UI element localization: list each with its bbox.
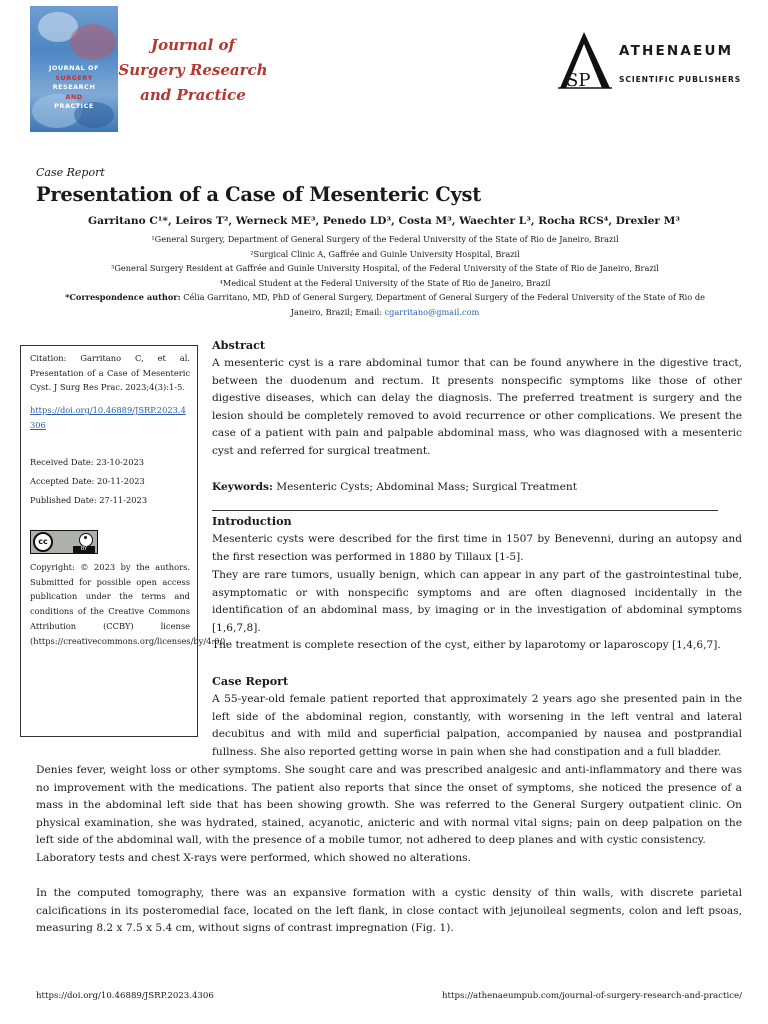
keywords [212,479,742,497]
publisher-subtitle: SCIENTIFIC PUBLISHERS [619,75,742,84]
abstract-text: A mesenteric cyst is a rare abdominal tumor that can be found anywhere in the digestive tract, between the duodenum and rectum. It presents nonspecific symptoms like those of other digestive diseases, which can delay the diagnosis. The preferred treatment is surgery and the lesion should be completely removed to avoid recurrence or other complications. We present the case of a patient with pain and palpable abdominal mass, who was diagnosed with a mesenteric cyst and referred for surgical treatment. [212,357,742,457]
article-type: Case Report [36,166,105,179]
abstract-heading: Abstract [212,338,266,352]
person-icon [79,533,93,547]
email-link[interactable]: cgarritano@gmail.com [384,306,480,317]
published-date: Published Date: 27-11-2023 [30,495,148,505]
by-label: BY [73,546,95,553]
cover-line: SURGERY [55,73,93,82]
cover-line: RESEARCH [52,83,96,91]
publisher-name: ATHENAEUM [619,43,734,59]
correspondence-text: Janeiro, Brazil; Email: [290,306,385,317]
cover-line: AND [65,92,83,101]
keywords-label: Keywords: [212,481,273,493]
cover-title [30,64,118,112]
introduction-paragraph: The treatment is complete resection of the cyst, either by laparotomy or laparoscopy [1,4,6,7]. [212,639,721,651]
correspondence-text: Célia Garritano, MD, PhD of General Surgery, Department of General Surgery of the Federal University of the State of Rio de [180,292,705,302]
citation-sidebar [20,345,229,737]
affiliation: ³General Surgery Resident at Gaffrée and Guinle University Hospital, of the Federal University of the State of Rio de Janeiro, Brazil [111,263,659,273]
cover-line: PRACTICE [54,102,94,110]
cc-icon: cc [33,532,53,552]
case-report-paragraph: A 55-year-old female patient reported that approximately 2 years ago she presented pain in the left side of the abdominal region, constantly, with worsening in the left ventral and lateral decubitus and with mild and superficial palpation, accompanied by nausea and postprandial fullness. She also reported getting worse in pain when she had constipation and a full bladder. [212,693,742,758]
doi-link[interactable]: https://doi.org/10.46889/JSRP.2023.4306 [30,405,186,430]
accepted-date: Accepted Date: 20-11-2023 [30,476,145,486]
introduction-paragraph: Mesenteric cysts were described for the first time in 1507 by Benevenni, during an autopsy and the first resection was performed in 1880 by Tillaux [1-5]. [212,533,742,563]
introduction-paragraph: They are rare tumors, usually benign, which can appear in any part of the gastrointestinal tube, asymptomatic or with nonspecific symptoms and are often diagnosed incidentally in the identification of an abdominal mass, by imaging or in the investigation of abdominal symptoms [1,6,7,8]. [212,569,742,634]
author-list: Garritano C¹*, Leiros T², Werneck ME³, Penedo LD³, Costa M³, Waechter L³, Rocha RCS⁴, Drexler M³ [88,215,680,227]
case-report-heading: Case Report [212,674,289,688]
athenaeum-logo-icon [552,30,616,94]
page-header [0,0,768,140]
journal-cover-image [30,6,118,132]
case-report-paragraph: In the computed tomography, there was an expansive formation with a cystic density of thin walls, with discrete parietal calcifications in its posteromedial face, located on the left flank, in close contact with jejunoileal segments, colon and left psoas, measuring 8.2 x 7.5 x 5.4 cm, without signs of contrast impregnation (Fig. 1). [36,887,742,935]
logo-letters: SP [566,70,591,91]
cover-line: JOURNAL OF [48,64,100,72]
case-report-paragraph: Denies fever, weight loss or other symptoms. She sought care and was prescribed analgesic and anti-inflammatory and there was no improvement with the medications. The patient also reports that since the onset of symptoms, she noticed the presence of a mass in the abdominal left side that has been showing growth. She was referred to the General Surgery outpatient clinic. On physical examination, she was hydrated, stained, acyanotic, anicteric and with normal vital signs; pain on deep palpation on the left side of the abdominal wall, with the presence of a mobile tumor, not adhered to deep planes and with cystic consistency. [36,764,742,847]
citation-text: Citation: Garritano C, et al. Presentation of a Case of Mesenteric Cyst. J Surg Res Prac. 2023;4(3):1-5. [30,353,190,393]
publisher-logo [552,30,752,100]
copyright-text: Copyright: © 2023 by the authors. Submitted for possible open access publication under the terms and conditions of the Creative Commons Attribution (CCBY) license (https://creativecommons.org/licenses/by/4.0/). [30,562,229,646]
affiliation: ²Surgical Clinic A, Gaffrée and Guinle University Hospital, Brazil [250,249,520,259]
keywords-text: Mesenteric Cysts; Abdominal Mass; Surgical Treatment [272,481,577,493]
affiliation: ⁴Medical Student at the Federal University of the State of Rio de Janeiro, Brazil [219,278,551,288]
correspondence [40,290,730,319]
page-title: Presentation of a Case of Mesenteric Cyst [36,183,481,206]
case-report-paragraph: Laboratory tests and chest X-rays were performed, which showed no alterations. [36,852,471,864]
footer-doi[interactable]: https://doi.org/10.46889/JSRP.2023.4306 [36,991,214,1001]
affiliation: ¹General Surgery, Department of General Surgery of the Federal University of the State of Rio de Janeiro, Brazil [151,234,619,244]
introduction-heading: Introduction [212,514,292,528]
journal-name: Journal of Surgery Research and Practice [118,36,268,104]
cc-by-license-icon[interactable] [30,530,98,554]
footer-journal-url[interactable]: https://athenaeumpub.com/journal-of-surgery-research-and-practice/ [442,991,742,1001]
received-date: Received Date: 23-10-2023 [30,457,145,467]
section-divider [212,510,718,511]
correspondence-label: *Correspondence author: [65,292,181,302]
